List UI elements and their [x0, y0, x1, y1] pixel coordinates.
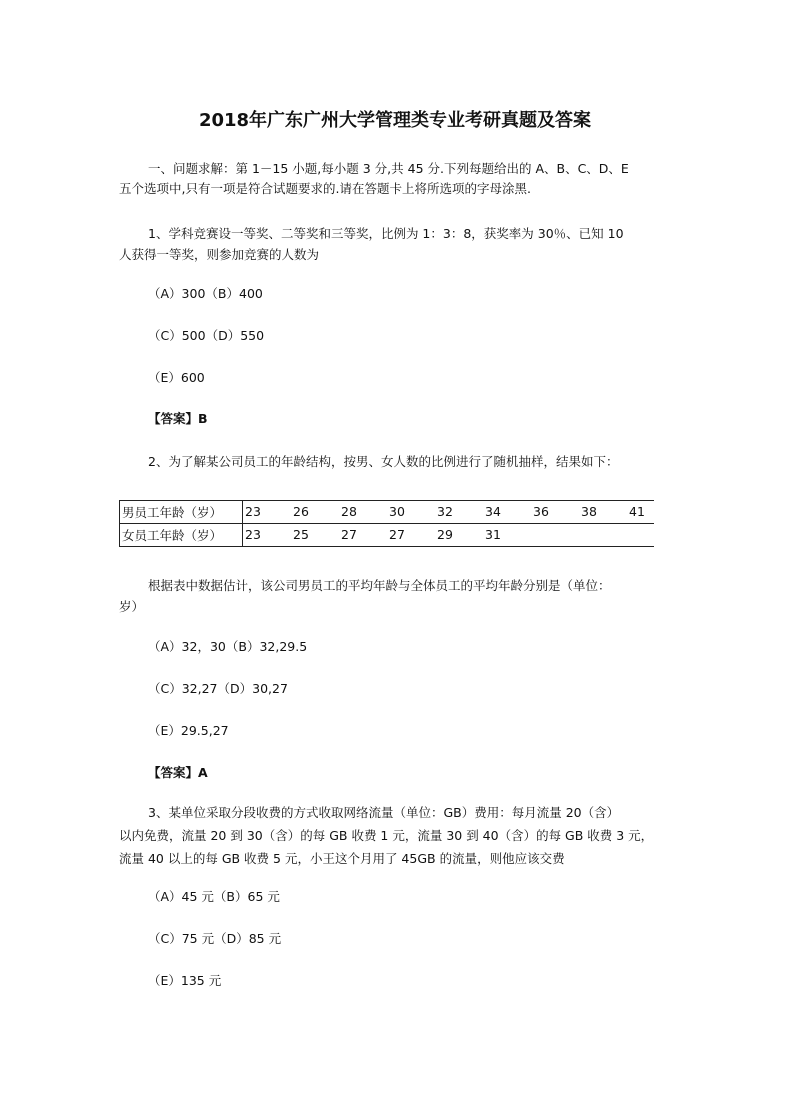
row-values	[245, 501, 652, 523]
table-cell: 29	[437, 527, 453, 542]
table-cell: 34	[485, 504, 501, 519]
q3-stem: 以内免费，流量 20 到 30（含）的每 GB 收费 1 元，流量 30 到 40（含）的每 GB 收费 3 元，	[119, 828, 654, 843]
row-label: 女员工年龄（岁）	[120, 524, 243, 547]
q1-stem: 人获得一等奖，则参加竞赛的人数为	[119, 247, 320, 262]
q2-option: （E）29.5,27	[148, 723, 229, 738]
table-cell: 27	[389, 527, 405, 542]
page-title: 2018年广东广州大学管理类专业考研真题及答案	[198, 110, 592, 131]
q3-stem: 流量 40 以上的每 GB 收费 5 元，小王这个月用了 45GB 的流量，则他应该交费	[119, 851, 565, 866]
table-cell: 23	[245, 504, 261, 519]
q1-option: （E）600	[148, 370, 205, 385]
table-cell: 30	[389, 504, 405, 519]
q3-option: （A）45 元（B）65 元	[148, 889, 280, 904]
table-row	[120, 501, 655, 524]
q2-option: （A）32，30（B）32,29.5	[148, 639, 308, 654]
table-cell: 27	[341, 527, 357, 542]
q3-stem: 3、某单位采取分段收费的方式收取网络流量（单位：GB）费用：每月流量 20（含）	[148, 805, 620, 820]
intro-line: 一、问题求解：第 1－15 小题,每小题 3 分,共 45 分.下列每题给出的 A、B、C、D、E	[148, 161, 629, 176]
table-cell: 36	[533, 504, 549, 519]
table-cell: 28	[341, 504, 357, 519]
q1-stem: 1、学科竞赛设一等奖、二等奖和三等奖，比例为 1：3：8，获奖率为 30％、已知 10	[148, 226, 624, 241]
q1-answer: 【答案】B	[148, 411, 208, 426]
q1-option: （C）500（D）550	[148, 328, 265, 343]
q2-option: （C）32,27（D）30,27	[148, 681, 288, 696]
table-cell: 25	[293, 527, 309, 542]
q2-stem: 2、为了解某公司员工的年龄结构，按男、女人数的比例进行了随机抽样，结果如下：	[148, 454, 619, 469]
table-row	[120, 524, 655, 547]
intro-line: 五个选项中,只有一项是符合试题要求的.请在答题卡上将所选项的字母涂黑.	[119, 181, 531, 196]
q2-answer: 【答案】A	[148, 765, 208, 780]
row-values	[245, 524, 652, 546]
table-cell: 31	[485, 527, 501, 542]
table-cell: 38	[581, 504, 597, 519]
age-table	[119, 500, 654, 547]
q2-question: 根据表中数据估计，该公司男员工的平均年龄与全体员工的平均年龄分别是（单位：	[148, 578, 611, 593]
table-cell: 41	[629, 504, 645, 519]
row-label: 男员工年龄（岁）	[120, 501, 243, 524]
q2-question: 岁）	[119, 599, 145, 614]
table-cell: 26	[293, 504, 309, 519]
table-cell: 23	[245, 527, 261, 542]
q3-option: （E）135 元	[148, 973, 222, 988]
q3-option: （C）75 元（D）85 元	[148, 931, 282, 946]
q1-option: （A）300（B）400	[148, 286, 263, 301]
table-cell: 32	[437, 504, 453, 519]
